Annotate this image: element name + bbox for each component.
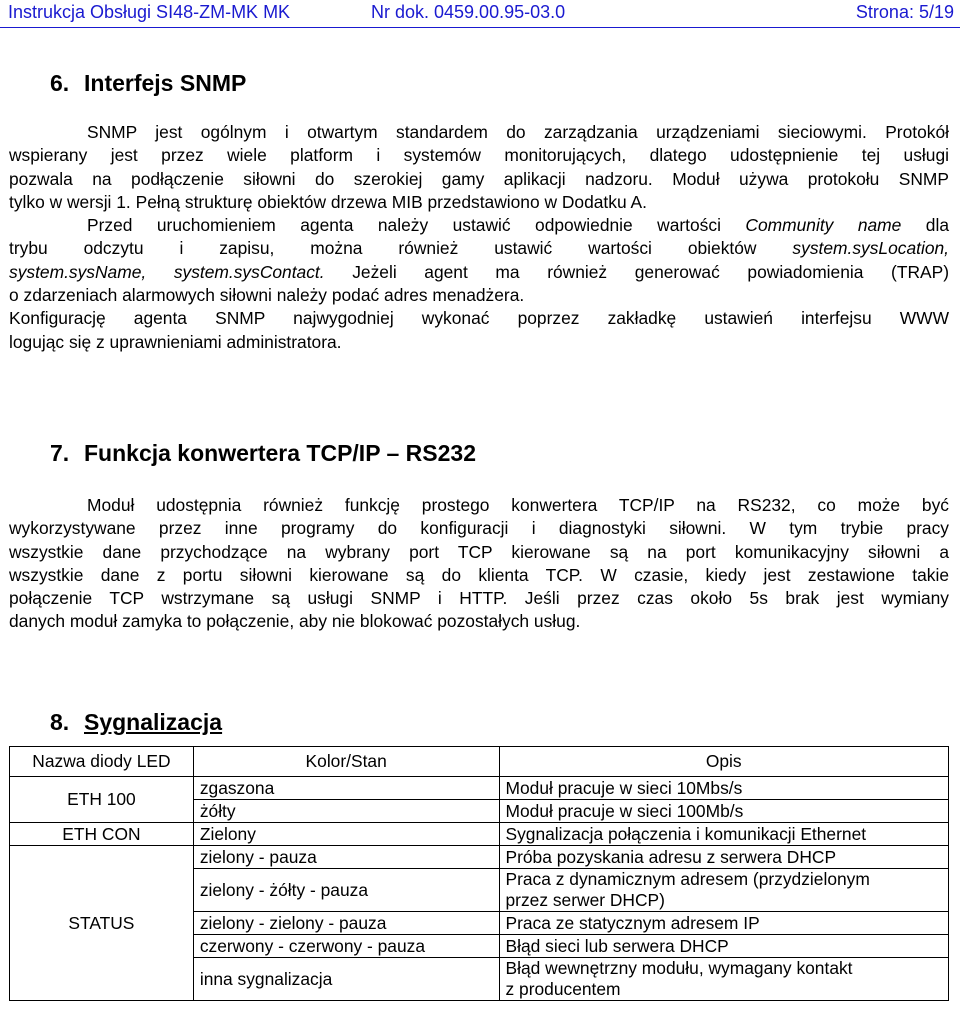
led-name-cell: ETH CON — [10, 823, 194, 846]
text-line: Moduł udostępnia również funkcję prostego konwertera TCP/IP na RS232, co może być — [87, 495, 949, 515]
section-heading-converter — [50, 440, 476, 467]
text-line: wspierany jest przez wiele platform i systemów monitorujących, dlatego udostępnienie tej usługi — [9, 145, 949, 166]
text-line: Konfigurację agenta SNMP najwygodniej wykonać poprzez zakładkę ustawień interfejsu WWW — [9, 308, 949, 329]
section-heading-signaling — [50, 709, 222, 736]
document-title: Instrukcja Obsługi SI48-ZM-MK MK — [8, 2, 291, 22]
text-line: wszystkie dane z portu siłowni kierowane są do klienta TCP. W czasie, kiedy jest zestawione takie — [9, 564, 949, 585]
state-cell: zielony - żółty - pauza — [193, 869, 499, 912]
section-title: Sygnalizacja — [84, 709, 223, 735]
column-header: Opis — [499, 747, 949, 777]
desc-cell — [499, 958, 949, 1001]
text-line — [9, 261, 949, 284]
desc-cell: Praca ze statycznym adresem IP — [499, 912, 949, 935]
text-line — [9, 237, 949, 260]
section-heading-snmp — [50, 70, 246, 97]
desc-line: Błąd wewnętrzny modułu, wymagany kontakt — [505, 958, 853, 978]
text-span: trybu odczytu i zapisu, można również ustawić wartości obiektów — [9, 238, 757, 259]
section-number: 8. — [50, 709, 70, 735]
page-number: Strona: 5/19 — [855, 2, 954, 22]
desc-cell: Moduł pracuje w sieci 100Mb/s — [499, 800, 949, 823]
led-name-cell: STATUS — [10, 846, 194, 1001]
text-line: pozwala na podłączenie siłowni do szerokiej gamy aplikacji nadzoru. Moduł używa protokołu SNMP — [9, 168, 949, 189]
desc-line: Praca z dynamicznym adresem (przydzielonym — [505, 869, 870, 889]
state-cell: żółty — [193, 800, 499, 823]
desc-cell: Sygnalizacja połączenia i komunikacji Ethernet — [499, 823, 949, 846]
text-span: Jeżeli agent ma również generować powiadomienia (TRAP) — [352, 261, 949, 282]
section-title: Interfejs SNMP — [84, 70, 247, 96]
table-row — [10, 846, 949, 869]
table-row — [10, 823, 949, 846]
state-cell: zgaszona — [193, 777, 499, 800]
text-span: dla — [925, 215, 950, 236]
led-signaling-table — [9, 746, 949, 1001]
column-header: Nazwa diody LED — [10, 747, 194, 777]
text-line: wykorzystywane przez inne programy do konfiguracji i diagnostyki siłowni. W tym trybie pracy — [9, 518, 949, 539]
snmp-paragraph — [9, 121, 949, 354]
text-line: SNMP jest ogólnym i otwartym standardem do zarządzania urządzeniami sieciowymi. Protokół — [87, 122, 949, 142]
text-line: logując się z uprawnieniami administratora. — [9, 331, 342, 352]
section-number: 7. — [50, 440, 70, 466]
text-line: tylko w wersji 1. Pełną strukturę obiektów drzewa MIB przedstawiono w Dodatku A. — [9, 191, 647, 212]
led-name-cell: ETH 100 — [10, 777, 194, 823]
text-span: Przed uruchomieniem agenta należy ustawić odpowiednie wartości — [87, 215, 721, 236]
text-line: danych moduł zamyka to połączenie, aby nie blokować pozostałych usług. — [9, 611, 581, 632]
converter-paragraph — [9, 494, 949, 634]
desc-line: z producentem — [505, 979, 621, 999]
document-number: Nr dok. 0459.00.95-03.0 — [371, 2, 566, 22]
italic-term: system.sysName, system.sysContact. — [9, 261, 325, 282]
desc-line: przez serwer DHCP) — [505, 890, 665, 910]
text-line — [9, 214, 949, 237]
table-row — [10, 777, 949, 800]
column-header: Kolor/Stan — [193, 747, 499, 777]
state-cell: czerwony - czerwony - pauza — [193, 935, 499, 958]
table-header-row — [10, 747, 949, 777]
italic-term: system.sysLocation, — [792, 238, 949, 259]
section-title: Funkcja konwertera TCP/IP – RS232 — [84, 440, 477, 466]
text-line: wszystkie dane przychodzące na wybrany port TCP kierowane są na port komunikacyjny siłowni a — [9, 541, 949, 562]
desc-cell: Błąd sieci lub serwera DHCP — [499, 935, 949, 958]
state-cell: inna sygnalizacja — [193, 958, 499, 1001]
section-number: 6. — [50, 70, 70, 96]
page-header — [0, 0, 960, 24]
state-cell: zielony - zielony - pauza — [193, 912, 499, 935]
italic-term: Community name — [745, 215, 902, 236]
state-cell: zielony - pauza — [193, 846, 499, 869]
state-cell: Zielony — [193, 823, 499, 846]
text-line: połączenie TCP wstrzymane są usługi SNMP i HTTP. Jeśli przez czas około 5s brak jest wymiany — [9, 588, 949, 609]
desc-cell: Moduł pracuje w sieci 10Mbs/s — [499, 777, 949, 800]
text-line: o zdarzeniach alarmowych siłowni należy podać adres menadżera. — [9, 285, 525, 306]
header-rule — [0, 27, 960, 28]
desc-cell: Próba pozyskania adresu z serwera DHCP — [499, 846, 949, 869]
desc-cell — [499, 869, 949, 912]
